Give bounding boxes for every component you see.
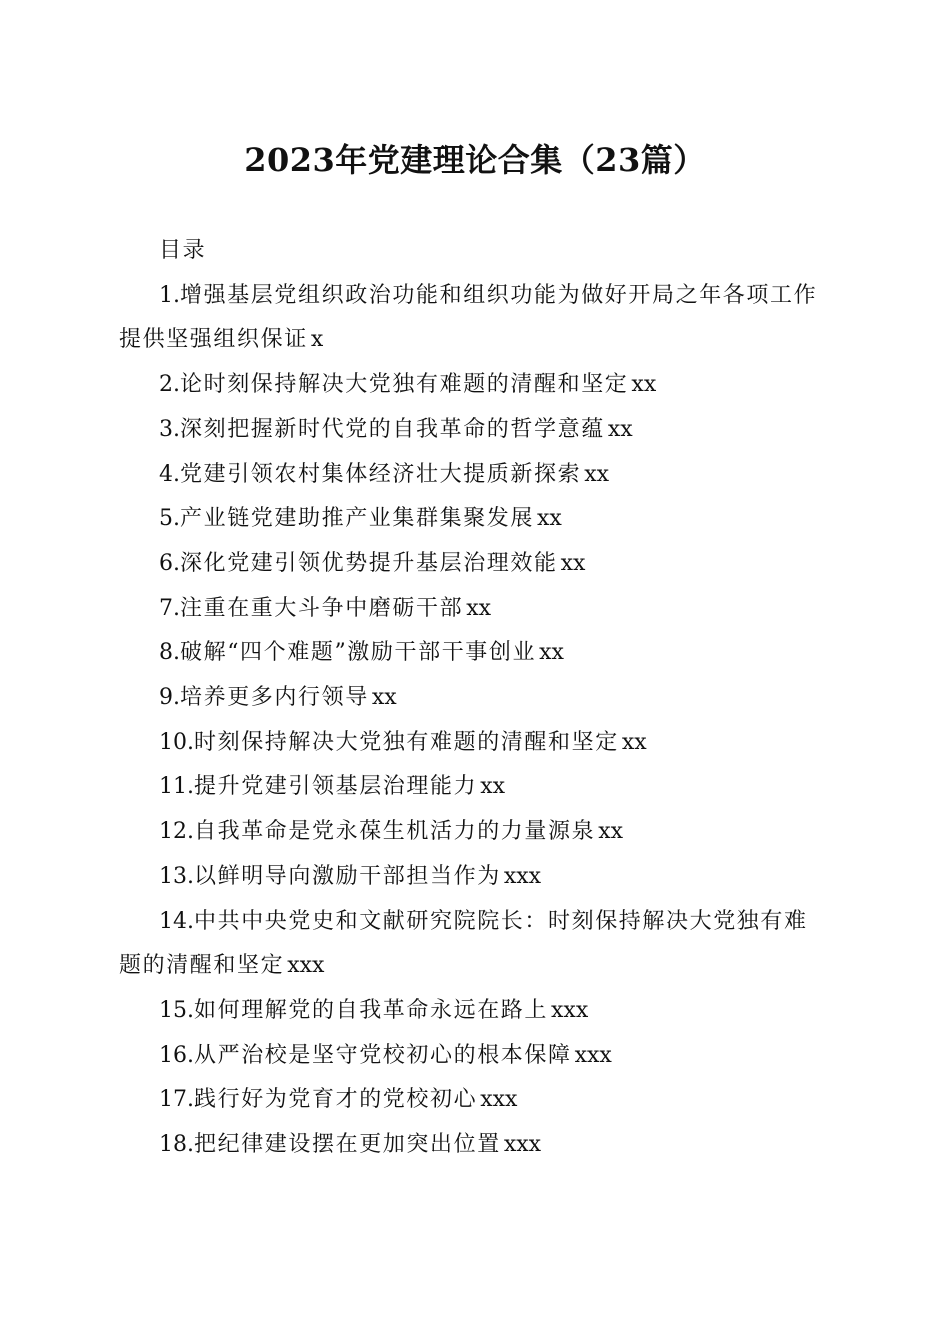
toc-list xyxy=(119,274,831,1168)
table-of-contents xyxy=(119,229,831,1168)
toc-item-number: 12. xyxy=(159,819,194,845)
toc-item-9 xyxy=(119,676,831,721)
toc-item-text: 从严治校是坚守党校初心的根本保障 xyxy=(194,1042,572,1068)
toc-item-text: 论时刻保持解决大党独有难题的清醒和坚定 xyxy=(180,372,629,398)
toc-item-number: 13. xyxy=(159,863,194,889)
toc-item-12 xyxy=(119,810,831,855)
toc-item-text: 时刻保持解决大党独有难题的清醒和坚定 xyxy=(194,729,619,755)
toc-item-5 xyxy=(119,497,831,542)
toc-item-page: xx xyxy=(466,595,492,621)
toc-item-page: xx xyxy=(621,729,647,755)
toc-item-page: xx xyxy=(607,416,633,442)
toc-item-13 xyxy=(119,855,831,900)
document-title: 2023年党建理论合集（23篇） xyxy=(244,141,706,179)
toc-item-number: 2. xyxy=(159,372,180,398)
toc-item-15 xyxy=(119,989,831,1034)
toc-item-text: 注重在重大斗争中磨砺干部 xyxy=(180,595,464,621)
toc-item-number: 14. xyxy=(159,908,194,934)
toc-item-page: xx xyxy=(598,819,624,845)
toc-item-number: 17. xyxy=(159,1087,194,1113)
toc-item-4 xyxy=(119,453,831,498)
toc-item-text: 破解“四个难题”激励干部干事创业 xyxy=(180,640,537,666)
toc-item-number: 15. xyxy=(159,997,194,1023)
toc-item-page: xxx xyxy=(551,997,589,1023)
toc-item-page: xx xyxy=(631,372,657,398)
toc-item-text: 增强基层党组织政治功能和组织功能为做好开局之年各项工作提供坚强组织保证 xyxy=(119,282,818,353)
toc-item-number: 7. xyxy=(159,595,180,621)
toc-item-page: xx xyxy=(537,506,562,532)
toc-item-text: 如何理解党的自我革命永远在路上 xyxy=(194,997,549,1023)
toc-item-text: 党建引领农村集体经济壮大提质新探索 xyxy=(180,461,582,487)
toc-item-16 xyxy=(119,1034,831,1079)
toc-item-number: 10. xyxy=(159,729,194,755)
toc-item-10 xyxy=(119,721,831,766)
toc-item-page: xxx xyxy=(503,1132,542,1158)
toc-item-3 xyxy=(119,408,831,453)
toc-item-text: 深刻把握新时代党的自我革命的哲学意蕴 xyxy=(180,416,605,442)
toc-item-number: 16. xyxy=(159,1042,194,1068)
toc-item-text: 把纪律建设摆在更加突出位置 xyxy=(194,1132,501,1158)
toc-heading: 目录 xyxy=(159,238,207,263)
toc-item-18 xyxy=(119,1123,831,1168)
toc-item-text: 中共中央党史和文献研究院院长：时刻保持解决大党独有难题的清醒和坚定 xyxy=(119,908,808,979)
toc-item-1 xyxy=(119,274,831,363)
toc-item-number: 1. xyxy=(159,282,180,308)
toc-item-page: xx xyxy=(371,685,397,711)
toc-item-number: 6. xyxy=(159,550,180,576)
toc-item-text: 产业链党建助推产业集群集聚发展 xyxy=(180,506,535,532)
toc-item-page: xxx xyxy=(503,863,542,889)
toc-item-page: xxx xyxy=(574,1042,612,1068)
toc-item-number: 11. xyxy=(159,774,194,800)
toc-item-14 xyxy=(119,900,831,989)
toc-item-text: 以鲜明导向激励干部担当作为 xyxy=(194,863,501,889)
toc-item-2 xyxy=(119,363,831,408)
toc-item-number: 5. xyxy=(159,506,180,532)
toc-item-6 xyxy=(119,542,831,587)
toc-item-7 xyxy=(119,587,831,632)
toc-item-text: 践行好为党育才的党校初心 xyxy=(194,1087,478,1113)
toc-item-page: xx xyxy=(480,774,506,800)
toc-item-17 xyxy=(119,1078,831,1123)
toc-item-text: 自我革命是党永葆生机活力的力量源泉 xyxy=(194,819,596,845)
toc-item-page: xxx xyxy=(480,1087,518,1113)
toc-item-text: 培养更多内行领导 xyxy=(180,685,369,711)
toc-item-text: 提升党建引领基层治理能力 xyxy=(194,774,478,800)
toc-item-number: 8. xyxy=(159,640,180,666)
toc-item-8 xyxy=(119,631,831,676)
toc-item-page: xx xyxy=(560,550,586,576)
toc-item-page: xx xyxy=(539,640,564,666)
toc-item-11 xyxy=(119,765,831,810)
toc-item-page: x xyxy=(310,327,324,353)
toc-item-number: 9. xyxy=(159,685,180,711)
toc-item-number: 3. xyxy=(159,416,180,442)
toc-item-page: xxx xyxy=(287,953,325,979)
toc-item-text: 深化党建引领优势提升基层治理效能 xyxy=(180,550,558,576)
toc-item-number: 18. xyxy=(159,1132,194,1158)
toc-item-page: xx xyxy=(584,461,610,487)
toc-item-number: 4. xyxy=(159,461,180,487)
